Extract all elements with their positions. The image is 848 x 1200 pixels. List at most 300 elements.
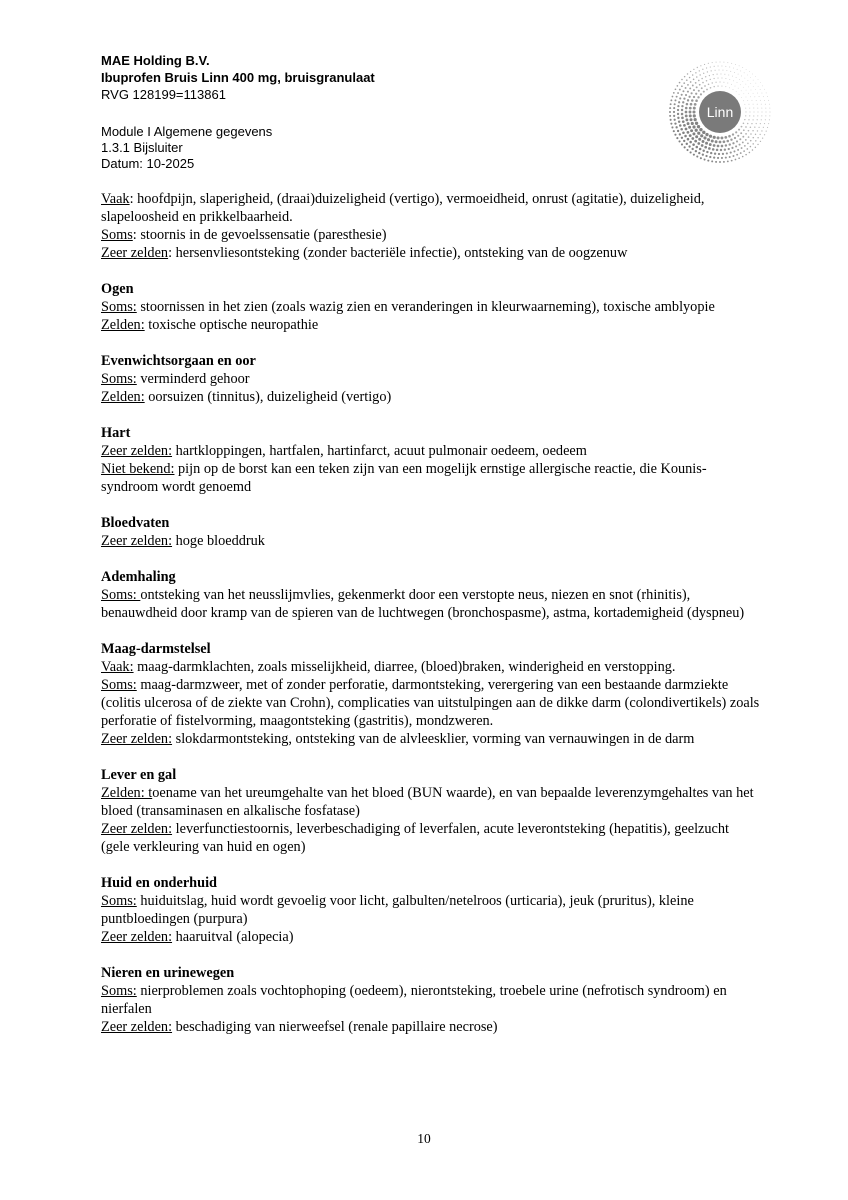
logo-dot [693, 107, 696, 110]
logo-dot [689, 107, 692, 110]
logo-dot [674, 119, 676, 121]
logo-dot [725, 144, 727, 146]
logo-dot [743, 122, 745, 124]
logo-dot [739, 65, 740, 66]
logo-dot [766, 92, 767, 93]
logo-dot [676, 96, 678, 98]
logo-dot [724, 149, 726, 151]
logo-dot [696, 146, 699, 149]
section-heading: Evenwichtsorgaan en oor [101, 353, 256, 369]
logo-dot [708, 147, 711, 150]
frequency-entry [101, 532, 761, 550]
linn-logo [664, 56, 776, 168]
logo-dot [674, 134, 676, 136]
logo-dot [674, 122, 676, 124]
logo-dot [742, 81, 743, 82]
effect-text: hartkloppingen, hartfalen, hartinfarct, acuut pulmonair oedeem, oedeem [175, 443, 587, 459]
logo-dot [686, 143, 688, 145]
logo-dot [706, 151, 708, 153]
logo-dot [736, 91, 737, 92]
logo-dot [741, 126, 743, 128]
logo-dot [677, 92, 679, 94]
logo-dot [757, 144, 758, 145]
logo-dot [745, 154, 747, 156]
logo-dot [748, 136, 750, 138]
logo-dot [728, 75, 729, 76]
frequency-entry [101, 442, 761, 460]
effect-text: hoge bloeddruk [175, 533, 265, 549]
logo-dot [760, 100, 761, 101]
logo-dot [753, 115, 754, 116]
logo-dot [697, 96, 699, 98]
logo-dot [700, 65, 701, 66]
logo-dot [760, 123, 761, 124]
logo-dot [737, 135, 739, 137]
logo-dot [705, 142, 708, 145]
logo-dot [677, 105, 679, 107]
document-header [101, 52, 375, 103]
logo-dot [707, 138, 710, 141]
frequency-entry [101, 316, 761, 334]
logo-dot [736, 154, 738, 156]
logo-dot [721, 85, 722, 86]
logo-dot [716, 62, 717, 63]
logo-dot [681, 137, 683, 139]
rvg-number: RVG 128199=113861 [101, 87, 226, 102]
logo-dot [682, 101, 684, 103]
logo-dot [725, 86, 726, 87]
section-block [101, 352, 761, 406]
logo-dot [712, 62, 713, 63]
logo-dot [678, 101, 680, 103]
logo-dot [682, 131, 685, 134]
effect-text: oorsuizen (tinnitus), duizeligheid (vertigo) [148, 389, 392, 405]
logo-dot [686, 118, 689, 121]
logo-dot [711, 160, 713, 162]
logo-dot [713, 74, 714, 75]
logo-dot [681, 143, 683, 145]
frequency-entry [101, 892, 761, 928]
logo-dot [697, 142, 700, 145]
logo-dot [707, 71, 708, 72]
effect-text: haaruitval (alopecia) [175, 929, 294, 945]
logo-dot [753, 80, 754, 81]
logo-dot [689, 114, 692, 117]
logo-dot [709, 135, 712, 138]
logo-dot [746, 97, 747, 98]
page-number: 10 [417, 1131, 431, 1146]
logo-dot [691, 137, 694, 140]
logo-dot [769, 108, 770, 109]
logo-dot [745, 84, 746, 85]
logo-dot [752, 143, 754, 145]
logo-dot [755, 76, 756, 77]
frequency-label: Vaak: [101, 659, 134, 675]
logo-dot [685, 128, 688, 131]
logo-dot [754, 127, 755, 128]
logo-dot [679, 82, 681, 84]
logo-dot [691, 122, 694, 125]
logo-dot [691, 99, 694, 102]
logo-dot [719, 61, 720, 62]
logo-dot [770, 112, 771, 113]
logo-dot [690, 129, 693, 132]
logo-dot [689, 87, 691, 89]
logo-dot [748, 130, 750, 132]
logo-dot [718, 66, 719, 67]
logo-dot [689, 118, 692, 121]
logo-dot [720, 73, 721, 74]
logo-dot [687, 73, 688, 74]
logo-dot [764, 89, 765, 90]
effect-text: ontsteking van het neusslijmvlies, gekenmerkt door een verstopte neus, niezen en snot (rhinitis), benauwdheid door kramp van de spieren van de luchtwegen (bronchospasme), astma, kortademigheid (dyspneu) [101, 587, 745, 621]
logo-dot [671, 126, 673, 128]
section-heading: Bloedvaten [101, 515, 170, 531]
logo-dot [742, 156, 744, 158]
logo-dot [701, 87, 703, 89]
logo-dot [713, 157, 715, 159]
logo-dot [717, 157, 719, 159]
frequency-entry [101, 190, 761, 226]
frequency-entry [101, 298, 761, 316]
logo-dot [735, 86, 736, 87]
logo-dot [681, 79, 683, 81]
logo-dot [727, 160, 729, 162]
logo-dot [698, 80, 700, 82]
logo-dot [670, 103, 672, 105]
logo-dot [715, 140, 718, 143]
logo-dot [726, 140, 729, 143]
logo-dot [740, 152, 742, 154]
logo-dot [743, 129, 745, 131]
frequency-label: Soms: [101, 983, 137, 999]
logo-dot [750, 127, 752, 129]
company-name: MAE Holding B.V. [101, 53, 210, 68]
logo-dot [685, 107, 688, 110]
logo-dot [678, 140, 680, 142]
effect-text: verminderd gehoor [140, 371, 250, 387]
logo-dot [757, 130, 758, 131]
frequency-entry [101, 370, 761, 388]
logo-dot [717, 136, 720, 139]
logo-dot [747, 148, 749, 150]
logo-dot [746, 90, 747, 91]
logo-dot [764, 123, 765, 124]
logo-dot [755, 140, 756, 141]
logo-dot [713, 78, 714, 79]
logo-dot [673, 111, 675, 113]
logo-dot [750, 83, 751, 84]
product-name: Ibuprofen Bruis Linn 400 mg, bruisgranulaat [101, 70, 375, 85]
frequency-label: Soms: [101, 371, 137, 387]
logo-dot [759, 96, 760, 97]
logo-dot [741, 97, 742, 98]
logo-dot [695, 122, 698, 125]
logo-dot [741, 147, 743, 149]
logo-dot [707, 160, 709, 162]
logo-dot [731, 63, 732, 64]
frequency-entry [101, 676, 761, 730]
logo-dot [740, 71, 741, 72]
logo-dot [673, 107, 675, 109]
section-heading: Nieren en urinewegen [101, 965, 235, 981]
logo-dot [681, 94, 683, 96]
logo-dot [715, 70, 716, 71]
logo-dot [734, 72, 735, 73]
logo-dot [690, 81, 692, 83]
frequency-label: Zelden: [101, 317, 145, 333]
logo-dot [732, 76, 733, 77]
logo-dot [725, 157, 727, 159]
logo-dot [756, 100, 757, 101]
logo-dot [677, 85, 679, 87]
logo-dot [732, 133, 734, 135]
logo-dot [687, 99, 689, 101]
logo-dot [739, 144, 741, 146]
logo-dot [721, 157, 723, 159]
logo-dot [752, 149, 754, 151]
logo-dot [754, 96, 755, 97]
frequency-entry [101, 244, 761, 262]
logo-dot [745, 108, 746, 109]
logo-dot [675, 126, 677, 128]
effect-text: hoofdpijn, slaperigheid, (draai)duizeligheid (vertigo), vermoeidheid, onrust (agitatie), duizeligheid, slapeloosheid en prikkelbaarheid. [101, 191, 705, 225]
logo-dot [704, 146, 707, 149]
section-block [101, 190, 761, 262]
logo-dot [749, 108, 750, 109]
logo-dot [752, 119, 753, 120]
logo-dot [706, 80, 708, 82]
logo-dot [753, 137, 755, 139]
frequency-label: Zeer zelden: [101, 1019, 173, 1035]
logo-dot [683, 140, 685, 142]
logo-dot [701, 78, 703, 80]
leaflet-content [101, 190, 761, 1054]
logo-dot [714, 153, 716, 155]
logo-dot [696, 156, 698, 158]
logo-dot [700, 93, 702, 95]
logo-dot [738, 157, 740, 159]
logo-dot [675, 88, 677, 90]
logo-dot [679, 97, 681, 99]
logo-dot [689, 111, 692, 114]
logo-dot [742, 67, 743, 68]
logo-dot [690, 71, 691, 72]
effect-text: hersenvliesontsteking (zonder bacteriële infectie), ontsteking van de oogzenuw [175, 245, 628, 261]
logo-dot [755, 83, 756, 84]
logo-dot [764, 134, 765, 135]
logo-dot [756, 123, 757, 124]
logo-dot [743, 87, 744, 88]
logo-dot [749, 104, 750, 105]
logo-dot [695, 129, 698, 132]
logo-dot [731, 160, 733, 162]
logo-dot [753, 111, 754, 112]
logo-dot [744, 72, 745, 73]
logo-dot [705, 133, 708, 136]
logo-dot [763, 96, 764, 97]
logo-dot [721, 78, 722, 79]
logo-dot [694, 118, 697, 121]
logo-dot [764, 100, 765, 101]
logo-dot [700, 157, 702, 159]
frequency-label: Vaak [101, 191, 130, 207]
frequency-label: Zeer zelden: [101, 821, 173, 837]
linn-logo-icon [664, 56, 776, 168]
logo-dot [761, 130, 762, 131]
logo-dot [768, 100, 769, 101]
logo-dot [737, 82, 738, 83]
logo-dot [720, 136, 723, 139]
logo-dot [724, 136, 727, 139]
logo-dot [687, 91, 689, 93]
effect-text: leverfunctiestoornis, leverbeschadiging of leverfalen, acute leverontsteking (hepatitis), geelzucht (gele verkleuring van huid en ogen) [101, 821, 730, 855]
logo-dot [697, 67, 698, 68]
logo-dot [670, 99, 672, 101]
logo-dot [693, 114, 696, 117]
frequency-label: Zeer zelden: [101, 929, 173, 945]
logo-dot [702, 154, 704, 156]
logo-dot [688, 96, 690, 98]
logo-dot [733, 150, 735, 152]
frequency-entry [101, 928, 761, 946]
logo-dot [752, 130, 753, 131]
logo-dot [717, 85, 718, 86]
logo-dot [687, 122, 690, 125]
logo-dot [759, 134, 760, 135]
logo-dot [739, 79, 740, 80]
logo-dot [723, 62, 724, 63]
logo-dot [670, 123, 672, 125]
logo-dot [732, 142, 734, 144]
logo-dot [755, 134, 756, 135]
logo-dot [755, 147, 756, 148]
logo-dot [698, 90, 700, 92]
logo-dot [706, 89, 708, 91]
logo-dot [688, 145, 690, 147]
logo-dot [702, 140, 705, 143]
frequency-label: Soms: [101, 677, 137, 693]
effect-text: oename van het ureumgehalte van het bloed (BUN waarde), en van bepaalde leverenzymgehaltes van het bloed (transaminasen en alkalische fosfatase) [101, 785, 754, 819]
logo-dot [769, 119, 770, 120]
logo-dot [766, 112, 767, 113]
logo-dot [733, 80, 734, 81]
logo-dot [751, 123, 752, 124]
logo-dot [757, 104, 758, 105]
logo-dot [765, 104, 766, 105]
section-block [101, 568, 761, 622]
logo-dot [728, 135, 731, 138]
logo-dot [730, 139, 732, 141]
logo-dot [741, 90, 742, 91]
logo-dot [674, 99, 676, 101]
logo-dot [737, 69, 738, 70]
logo-dot [729, 67, 730, 68]
logo-dot [672, 96, 674, 98]
logo-dot [723, 82, 724, 83]
logo-dot [769, 104, 770, 105]
logo-dot [687, 131, 690, 134]
logo-dot [738, 129, 740, 131]
logo-dot [739, 94, 740, 95]
section-block [101, 514, 761, 550]
logo-dot [713, 136, 716, 139]
logo-dot [751, 90, 752, 91]
logo-dot [729, 143, 731, 145]
logo-dot [718, 153, 720, 155]
logo-dot [685, 115, 688, 118]
frequency-label: Zeer zelden [101, 245, 169, 261]
frequency-label: Soms [101, 227, 133, 243]
logo-dot [729, 156, 731, 158]
logo-dot [733, 68, 734, 69]
logo-dot [687, 138, 690, 141]
section-heading: Ademhaling [101, 569, 176, 585]
logo-dot [739, 138, 741, 140]
logo-dot [683, 124, 686, 127]
logo-dot [765, 119, 766, 120]
logo-dot [727, 83, 728, 84]
frequency-label: Soms: [101, 587, 141, 603]
frequency-entry [101, 982, 761, 1018]
logo-dot [702, 82, 704, 84]
logo-dot [726, 70, 727, 71]
logo-dot [753, 86, 754, 87]
logo-dot [711, 139, 714, 142]
logo-dot [692, 74, 694, 76]
logo-dot [698, 152, 700, 154]
logo-dot [761, 115, 762, 116]
logo-dot [743, 93, 744, 94]
frequency-label: Zeer zelden: [101, 533, 173, 549]
logo-dot [681, 113, 684, 116]
logo-dot [750, 133, 752, 135]
logo-dot [721, 66, 722, 67]
logo-dot [683, 97, 685, 99]
logo-dot [713, 86, 714, 87]
logo-dot [710, 66, 711, 67]
logo-dot [692, 110, 695, 113]
logo-dot [730, 152, 732, 154]
logo-dot [761, 108, 762, 109]
logo-dot [684, 135, 687, 138]
section-block [101, 964, 761, 1036]
logo-dot [761, 119, 762, 120]
logo-dot [737, 149, 739, 151]
logo-dot [749, 152, 751, 154]
logo-dot [733, 155, 735, 157]
logo-dot [692, 85, 694, 87]
effect-text: beschadiging van nierweefsel (renale papillaire necrose) [175, 1019, 498, 1035]
logo-dot [693, 154, 695, 156]
logo-dot [749, 111, 750, 112]
logo-dot [698, 138, 701, 141]
logo-dot [750, 77, 751, 78]
logo-dot [745, 126, 747, 128]
logo-dot [760, 82, 761, 83]
logo-dot [706, 67, 707, 68]
logo-dot [669, 107, 671, 109]
logo-dot [749, 115, 750, 116]
logo-dot [722, 70, 723, 71]
logo-dot [709, 156, 711, 158]
logo-dot [724, 74, 725, 75]
frequency-label: Soms: [101, 299, 137, 315]
logo-dot [755, 89, 756, 90]
logo-dot [719, 141, 722, 144]
logo-text: Linn [706, 104, 734, 120]
logo-dot [691, 92, 693, 94]
